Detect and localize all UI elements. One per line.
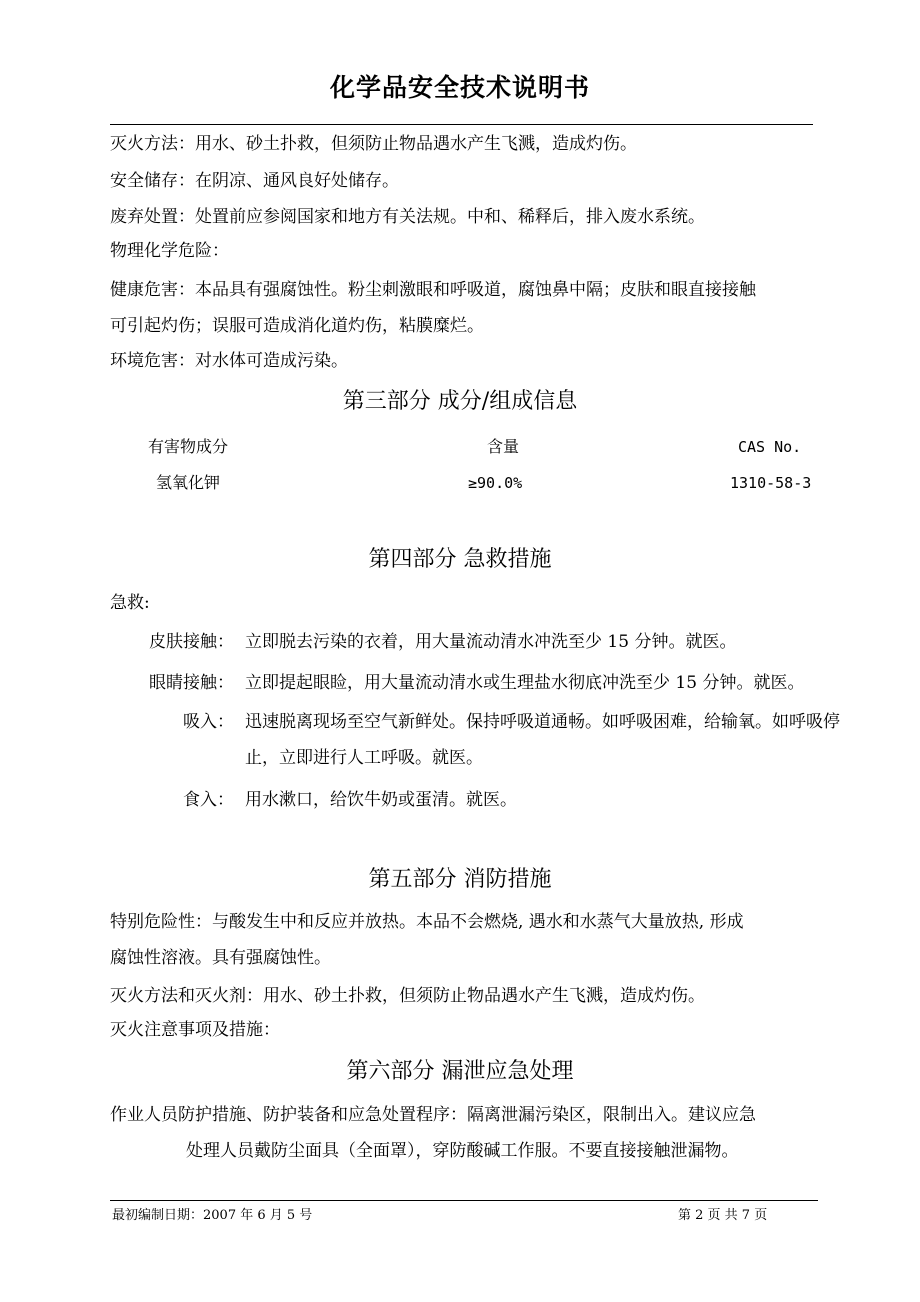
aid-text-ingestion: 用水漱口，给饮牛奶或蛋清。就医。: [245, 790, 517, 810]
table-cell: 氢氧化钾: [156, 473, 221, 492]
intro-line: 健康危害：本品具有强腐蚀性。粉尘刺激眼和呼吸道，腐蚀鼻中隔；皮肤和眼直接接触: [110, 280, 756, 300]
aid-label-eye: 眼睛接触：: [149, 673, 234, 693]
footer-page-number: 第 2 页 共 7 页: [678, 1208, 768, 1223]
intro-line: 物理化学危险：: [110, 241, 229, 261]
table-header: 有害物成分: [148, 437, 229, 456]
section4-heading: 第四部分 急救措施: [368, 547, 552, 572]
page-title: 化学品安全技术说明书: [329, 73, 590, 102]
aid-text-inhalation: 止，立即进行人工呼吸。就医。: [245, 748, 483, 768]
intro-line: 废弃处置：处置前应参阅国家和地方有关法规。中和、稀释后，排入废水系统。: [110, 207, 705, 227]
first-aid-intro: 急救:: [110, 593, 150, 613]
footer-rule: [110, 1200, 818, 1201]
aid-text-skin: 立即脱去污染的衣着，用大量流动清水冲洗至少 15 分钟。就医。: [245, 632, 737, 652]
intro-line: 灭火方法：用水、砂土扑救，但须防止物品遇水产生飞溅，造成灼伤。: [110, 134, 637, 154]
header-rule: [110, 124, 813, 125]
section3-heading: 第三部分 成分/组成信息: [342, 389, 578, 414]
table-header: 含量: [487, 437, 520, 456]
intro-line: 安全储存：在阴凉、通风良好处储存。: [110, 171, 399, 191]
fire-line: 灭火注意事项及措施：: [110, 1020, 280, 1040]
section6-heading: 第六部分 漏泄应急处理: [346, 1059, 574, 1084]
intro-line: 环境危害：对水体可造成污染。: [110, 351, 348, 371]
fire-line: 特别危险性：与酸发生中和反应并放热。本品不会燃烧, 遇水和水蒸气大量放热, 形成: [110, 912, 744, 932]
aid-label-ingestion: 食入：: [183, 790, 234, 810]
aid-text-inhalation: 迅速脱离现场至空气新鲜处。保持呼吸道通畅。如呼吸困难，给输氧。如呼吸停: [245, 712, 840, 732]
spill-line: 处理人员戴防尘面具（全面罩），穿防酸碱工作服。不要直接接触泄漏物。: [186, 1141, 739, 1161]
aid-label-skin: 皮肤接触：: [149, 632, 234, 652]
table-cell: ≥90.0%: [468, 474, 523, 492]
table-cell: 1310-58-3: [730, 474, 812, 492]
table-header: CAS No.: [738, 438, 802, 456]
footer-date: 最初编制日期：2007 年 6 月 5 号: [112, 1208, 313, 1223]
section5-heading: 第五部分 消防措施: [368, 867, 552, 892]
fire-line: 灭火方法和灭火剂：用水、砂土扑救，但须防止物品遇水产生飞溅，造成灼伤。: [110, 986, 705, 1006]
intro-line: 可引起灼伤；误服可造成消化道灼伤，粘膜糜烂。: [110, 316, 484, 336]
fire-line: 腐蚀性溶液。具有强腐蚀性。: [110, 948, 331, 968]
aid-label-inhalation: 吸入：: [183, 712, 234, 732]
spill-line: 作业人员防护措施、防护装备和应急处置程序：隔离泄漏污染区，限制出入。建议应急: [110, 1105, 756, 1125]
aid-text-eye: 立即提起眼睑，用大量流动清水或生理盐水彻底冲洗至少 15 分钟。就医。: [245, 673, 805, 693]
